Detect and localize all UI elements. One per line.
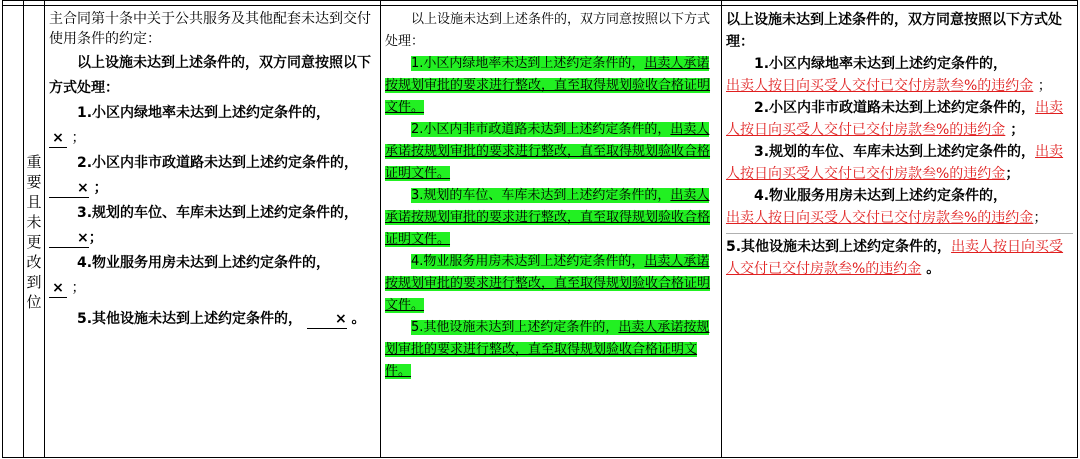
penalty-clause-cell xyxy=(722,6,1078,458)
col-c-item-1-penalty: 出卖人按日向买受人交付已交付房款叁%的违约金 ； xyxy=(726,78,1052,94)
col-a-lead: 以上设施未达到上述条件的，双方同意按照以下方式处理： xyxy=(49,55,371,96)
revised-clause-cell xyxy=(381,6,722,458)
gutter-cell xyxy=(3,6,24,458)
col-b-item-4: 4.物业服务用房未达到上述约定条件的，出卖人承诺按规划审批的要求进行整改，直至取得规划验收合格证明文件。 xyxy=(385,254,711,313)
col-b-item-3: 3.规划的车位、车库未达到上述约定条件的，出卖人承诺按规划审批的要求进行整改，直至取得规划验收合格证明文件。 xyxy=(385,188,711,247)
contract-comparison-table xyxy=(2,0,1078,458)
col-a-item-4: 4.物业服务用房未达到上述约定条件的， xyxy=(77,255,331,271)
col-b-item-5: 5.其他设施未达到上述约定条件的，出卖人承诺按规划审批的要求进行整改，直至取得规划验收合格证明文件。 xyxy=(385,320,710,379)
col-c-item-4: 4.物业服务用房未达到上述约定条件的， xyxy=(754,188,1008,204)
row-label: 重要且未更改到位 xyxy=(26,152,42,311)
table-row xyxy=(3,6,1078,458)
col-c-item-2: 2.小区内非市政道路未达到上述约定条件的，出卖人按日向买受人交付已交付房款叁%的违约金 ； xyxy=(726,100,1064,138)
col-b-item-2: 2.小区内非市政道路未达到上述约定条件的，出卖人承诺按规划审批的要求进行整改，直至取得规划验收合格证明文件。 xyxy=(385,122,711,181)
col-b-lead: 以上设施未达到上述条件的，双方同意按照以下方式处理： xyxy=(385,12,711,49)
col-c-item-3: 3.规划的车位、车库未达到上述约定条件的，出卖人按日向买受人交付已交付房款叁%的违约金； xyxy=(726,144,1064,182)
col-c-item-5: 5.其他设施未达到上述约定条件的，出卖人按日向买受人交付已交付房款叁%的违约金 。 xyxy=(726,233,1073,280)
col-a-item-1: 1.小区内绿地率未达到上述约定条件的， xyxy=(77,105,331,121)
col-a-item-1-mark: × ； xyxy=(49,126,376,151)
col-a-item-4-mark: × ； xyxy=(49,276,376,301)
col-c-item-4-penalty: 出卖人按日向买受人交付已交付房款叁%的违约金； xyxy=(726,210,1048,226)
col-c-item-1: 1.小区内绿地率未达到上述约定条件的， xyxy=(754,56,1008,72)
col-a-item-5: 5.其他设施未达到上述约定条件的， × 。 xyxy=(77,311,366,327)
row-label-cell xyxy=(24,6,45,458)
col-a-intro: 主合同第十条中关于公共服务及其他配套未达到交付使用条件的约定： xyxy=(49,11,371,47)
original-clause-cell xyxy=(45,6,381,458)
col-c-lead: 以上设施未达到上述条件的，双方同意按照以下方式处理： xyxy=(726,12,1062,50)
col-b-item-1: 1.小区内绿地率未达到上述约定条件的，出卖人承诺按规划审批的要求进行整改，直至取得规划验收合格证明文件。 xyxy=(385,56,711,115)
col-a-item-2: 2.小区内非市政道路未达到上述约定条件的， × ； xyxy=(49,151,376,201)
col-a-item-3: 3.规划的车位、车库未达到上述约定条件的， ×； xyxy=(49,201,376,251)
